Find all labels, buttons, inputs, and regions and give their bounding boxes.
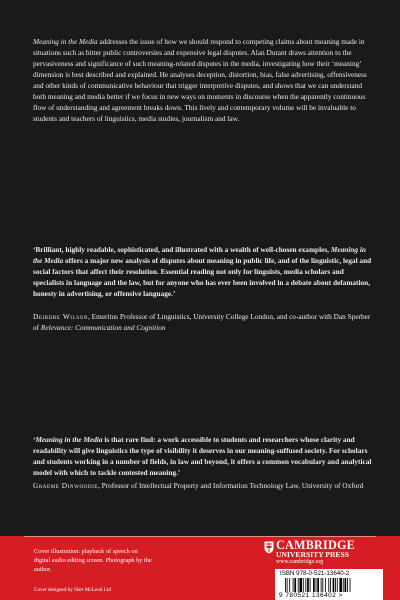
attribution-1-author: Deirdre Wilson: [33, 312, 89, 321]
attribution-1-affiliation: , Emeritus Professor of Linguistics, University College London, and co-author with Dan Sperber of: [33, 312, 371, 332]
endorsement-quote-2: [33, 434, 373, 478]
quote-2-open: ‘: [33, 435, 36, 444]
endorsement-attribution-1: [33, 311, 373, 333]
quote-2-title: Meaning in the Media: [35, 435, 103, 444]
book-description: [33, 36, 373, 124]
ean-addon: >: [338, 592, 343, 599]
attribution-1-book: Relevance: Communication and Cognition: [40, 323, 166, 332]
footer-divider: [24, 536, 376, 537]
publisher-subtitle: UNIVERSITY PRESS: [276, 550, 349, 559]
quote-1-title: Meaning in the Media: [33, 245, 366, 265]
attribution-2-affiliation: , Professor of Intellectual Property and Information Technology Law, University of Oxford: [98, 481, 364, 490]
ean-number: [279, 592, 379, 599]
barcode-panel: [275, 569, 383, 600]
attribution-2-author: Graeme Dinwoodie: [33, 481, 99, 490]
designer-credit: Cover designed by Hart McLeod Ltd: [34, 587, 111, 593]
ean-first-digit: 9: [279, 592, 284, 599]
book-title-italic: Meaning in the Media: [33, 37, 98, 46]
ean-digits: 780521 136402: [285, 592, 337, 599]
quote-1-part-2: offers a major new analysis of disputes about meaning in public life, and of the linguistic, legal and social factors that affect their resolution. Essential reading not only for linguists, media scholars and specialists in language and the law, but for anyone who has ever been involved in a debate about defamation, honesty in advertising, or offensive language.’: [33, 256, 372, 298]
isbn-label: ISBN 978-0-521-13640-2: [280, 570, 350, 577]
endorsement-attribution-2: [33, 480, 373, 491]
publisher-name: CAMBRIDGE: [276, 538, 355, 552]
quote-1-part-1: ‘Brilliant, highly readable, sophisticated, and illustrated with a wealth of well-chosen examples,: [33, 245, 331, 254]
publisher-url: www.cambridge.org: [276, 559, 324, 565]
illustration-credit: Cover illustration: playback of speech on digital audio editing screen. Photograph by the author.: [34, 548, 152, 573]
shield-icon: [264, 541, 274, 554]
quote-2-text: is that rare find: a work accessible to students and researchers whose clarity and readability will give linguistics the type of visibility it deserves in our meaning-suffused society. For scholars and students working in a number of fields, in law and beyond, it offers a common vocabulary and analytical model with which to tackle contested meaning.’: [33, 435, 372, 477]
endorsement-quote-1: [33, 244, 373, 299]
description-text: addresses the issue of how we should respond to competing claims about meaning made in situations such as bitter public controversies and expensive legal disputes. Alan Durant draws attention to the pervasiveness and significance of such meaning-related disputes in the media, investigating how their ‘meaning’ dimension is best described and explained. He analyses deception, distortion, bias, false advertising, offensiveness and other kinds of communicative behaviour that trigger interpretive disputes, and shows that we can understand both meaning and media better if we focus in new ways on moments in discourse when the apparently continuous flow of understanding and agreement breaks down. This lively and contemporary volume will be invaluable to students and teachers of linguistics, media studies, journalism and law.: [33, 37, 367, 123]
barcode-icon: [279, 578, 379, 592]
